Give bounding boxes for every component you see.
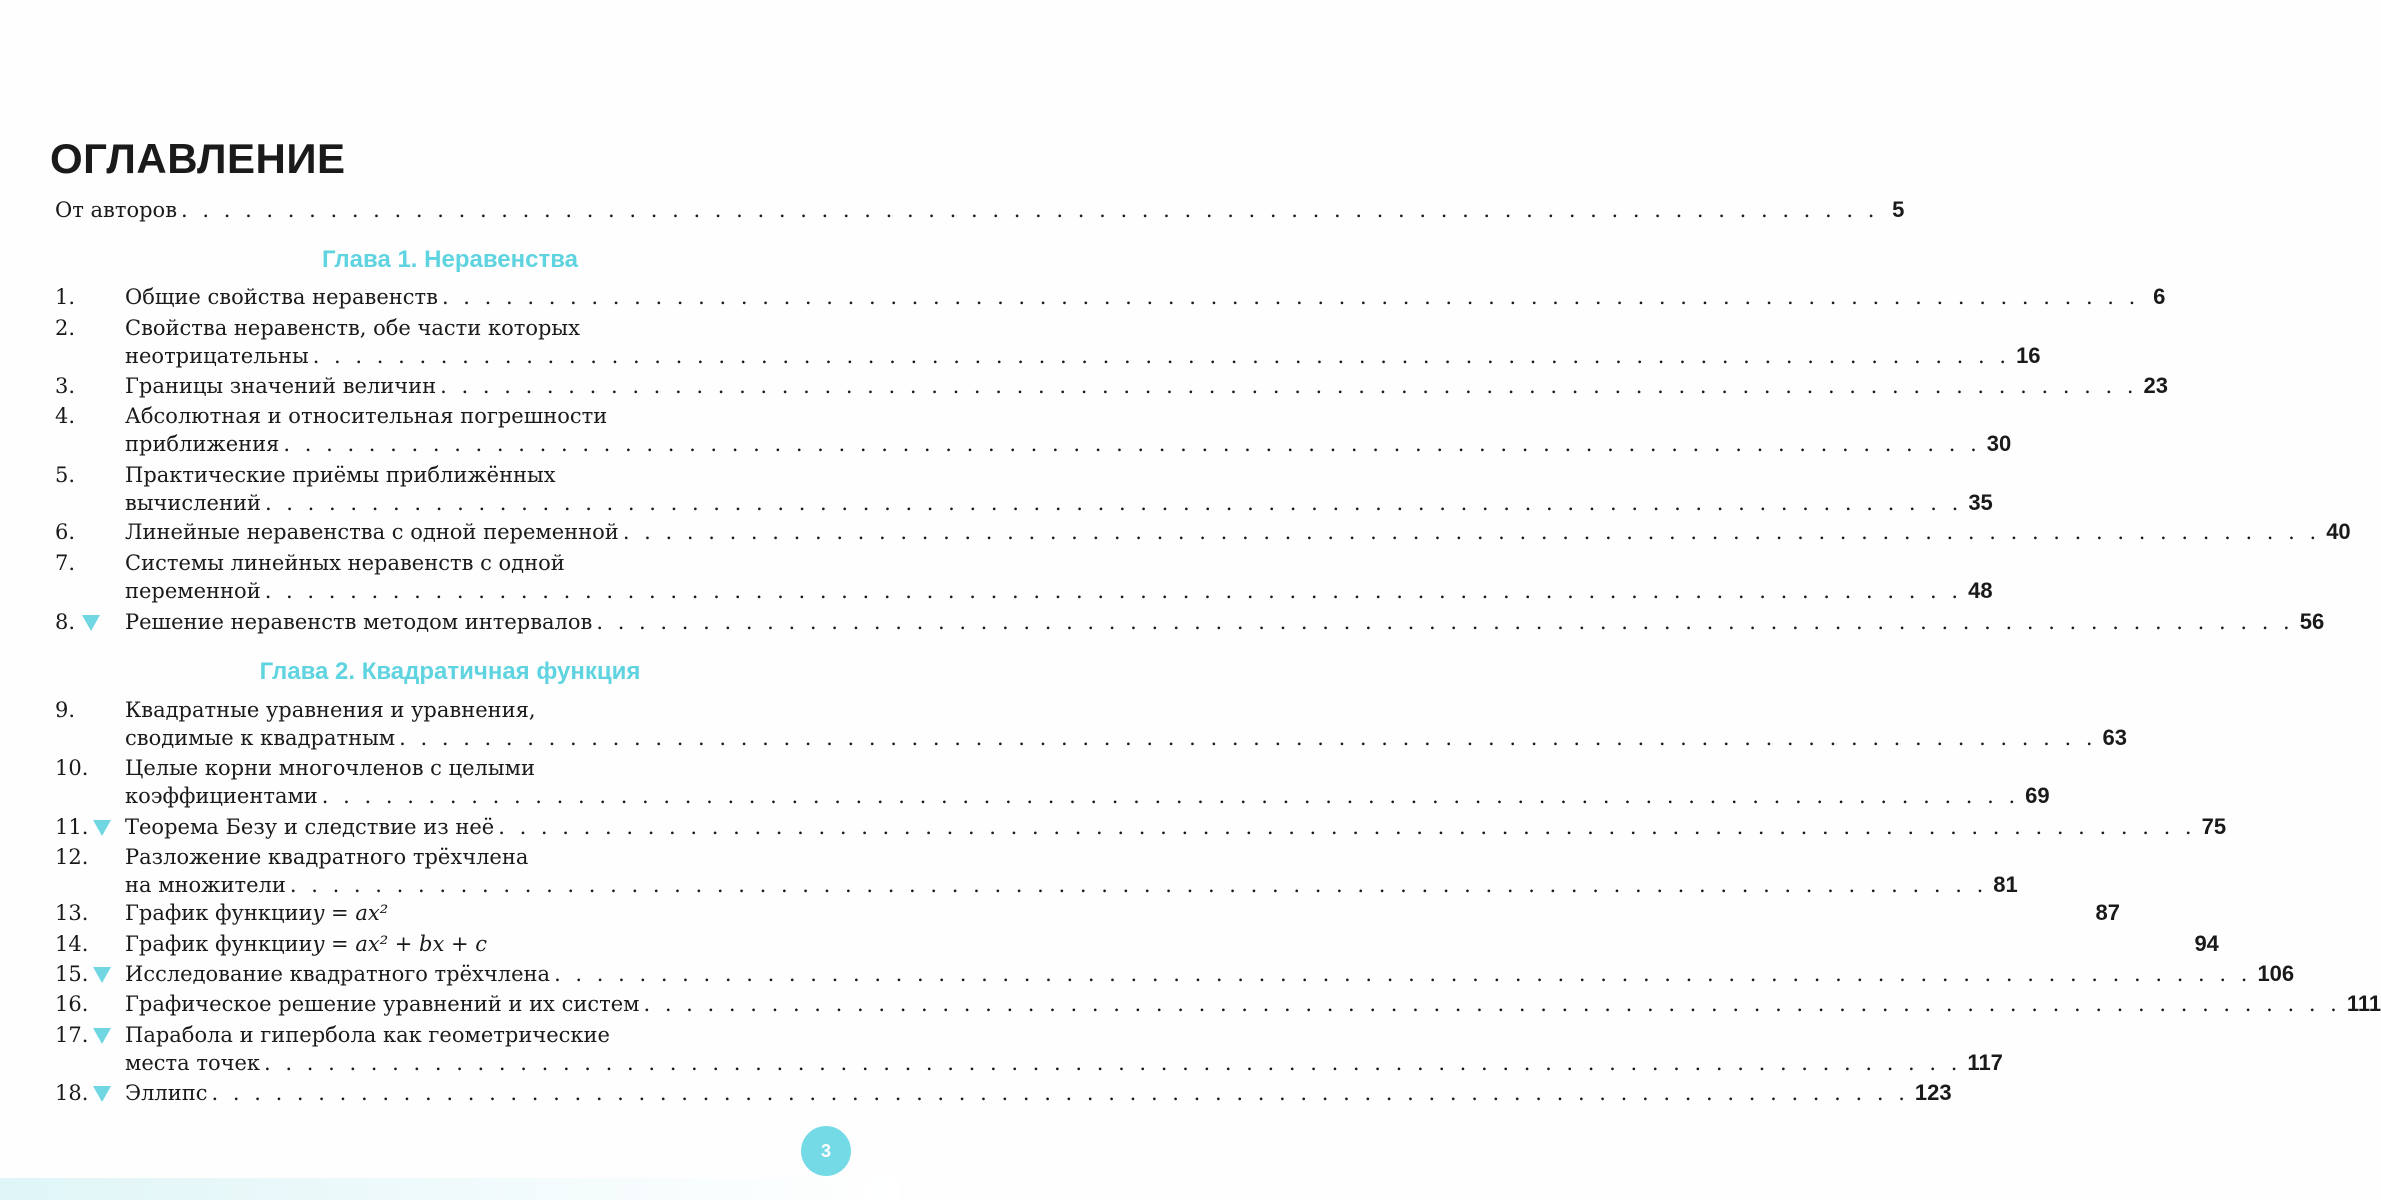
entry-number: 8. <box>55 610 76 634</box>
entry-page-number: 40 <box>2326 519 2351 544</box>
entry-page-number: 35 <box>1968 490 1993 515</box>
entry-number: 5. <box>55 463 76 487</box>
dot-leader: . . . . . . . . . . . . . . . . . . . . . . . . . . . . . . . . . . . . . . . . . . . . . . . . . . . . . . . . . . . . . . . . . . . . . . . . . . . . . . . . <box>211 1081 1909 1105</box>
entry-title: Исследование квадратного трёхчлена <box>125 962 551 986</box>
page-number-badge: 3 <box>801 1126 851 1176</box>
entry-title: Квадратные уравнения и уравнения, <box>125 698 536 722</box>
entry-page-number: 87 <box>2095 900 2120 925</box>
toc-entry[interactable] <box>55 577 1993 605</box>
toc-entry[interactable] <box>55 871 2018 899</box>
toc-entry[interactable] <box>55 489 1993 517</box>
entry-page-number: 23 <box>2143 373 2169 398</box>
entry-title: Графическое решение уравнений и их систем <box>125 992 640 1016</box>
entry-title: Практические приёмы приближённых <box>125 463 556 487</box>
entry-page-number: 106 <box>2257 961 2295 986</box>
dot-leader: . . . . . . . . . . . . . . . . . . . . . . . . . . . . . . . . . . . . . . . . . . . . . . . . . . . . . . . . . . . . . . . . . . . . . . . . . . . . . . . . <box>643 992 2341 1016</box>
advanced-topic-triangle-icon <box>93 967 111 983</box>
chapter-heading: Глава 2. Квадратичная функция <box>259 658 641 685</box>
toc-entry[interactable] <box>55 899 2120 927</box>
toc-entry[interactable] <box>55 608 2325 636</box>
dot-leader: . . . . . . . . . . . . . . . . . . . . . . . . . . . . . . . . . . . . . . . . . . . . . . . . . . . . . . . . . . . . . . . . . . . . . . . . . . . . . . . . <box>441 285 2140 309</box>
entry-title: Решение неравенств методом интервалов <box>125 610 593 634</box>
dot-leader: . . . . . . . . . . . . . . . . . . . . . . . . . . . . . . . . . . . . . . . . . . . . . . . . . . . . . . . . . . . . . . . . . . . . . . . . . . . . . . . . <box>283 432 1981 456</box>
entry-title: переменной <box>125 579 261 603</box>
entry-page-number: 6 <box>2153 284 2166 309</box>
toc-entry[interactable] <box>55 782 2050 810</box>
entry-title: Абсолютная и относительная погрешности <box>125 404 608 428</box>
toc-entry[interactable] <box>55 518 2351 546</box>
toc-entry[interactable] <box>55 754 850 782</box>
entry-title: Границы значений величин <box>125 374 437 398</box>
entry-number: 17. <box>55 1023 89 1047</box>
dot-leader: . . . . . . . . . . . . . . . . . . . . . . . . . . . . . . . . . . . . . . . . . . . . . . . . . . . . . . . . . . . . . . . . . . . . . . . . . . . . . . . . <box>289 873 1988 897</box>
toc-entry[interactable] <box>55 930 2219 958</box>
entry-page-number: 94 <box>2194 931 2219 956</box>
entry-number: 15. <box>55 962 89 986</box>
toc-entry[interactable] <box>55 843 850 871</box>
entry-number: 1. <box>55 285 76 309</box>
toc-entry[interactable] <box>55 549 850 577</box>
entry-title: Целые корни многочленов с целыми <box>125 756 535 780</box>
toc-entry[interactable] <box>55 402 850 430</box>
entry-title: коэффициентами <box>125 784 318 808</box>
bottom-strip <box>0 1178 900 1200</box>
dot-leader: . . . . . . . . . . . . . . . . . . . . . . . . . . . . . . . . . . . . . . . . . . . . . . . . . . . . . . . . . . . . . . . . . . . . . . . . . . . . . . . . <box>440 374 2138 398</box>
entry-page-number: 30 <box>1986 431 2012 456</box>
entry-page-number: 63 <box>2102 725 2127 750</box>
entry-page-number: 16 <box>2016 343 2041 368</box>
toc-entry[interactable] <box>55 461 850 489</box>
entry-title: Свойства неравенств, обе части которых <box>125 316 580 340</box>
toc-entry[interactable] <box>55 283 2166 311</box>
entry-number: 14. <box>55 932 89 956</box>
toc-entry[interactable] <box>55 430 2012 458</box>
dot-leader: . . . . . . . . . . . . . . . . . . . . . . . . . . . . . . . . . . . . . . . . . . . . . . . . . . . . . . . . . . . . . . . . . . . . . . . . . . . . . . . . <box>264 579 1963 603</box>
entry-page-number: 81 <box>1993 872 2018 897</box>
entry-title: на множители <box>125 873 286 897</box>
entry-page-number: 75 <box>2201 814 2227 839</box>
dot-leader: . . . . . . . . . . . . . . . . . . . . . . . . . . . . . . . . . . . . . . . . . . . . . . . . . . . . . . . . . . . . . . . . . . . . . . . . . . . . . . . . <box>399 726 2097 750</box>
entry-title: Общие свойства неравенств <box>125 285 438 309</box>
advanced-topic-triangle-icon <box>93 1028 111 1044</box>
entry-number: 11. <box>55 815 89 839</box>
entry-title: Парабола и гипербола как геометрические <box>125 1023 610 1047</box>
toc-entry[interactable] <box>55 960 2295 988</box>
entry-title: График функции <box>125 901 313 925</box>
entry-page-number: 123 <box>1914 1080 1952 1105</box>
entry-number: 13. <box>55 901 89 925</box>
entry-title: От авторов <box>55 198 178 222</box>
toc-entry[interactable] <box>55 1021 850 1049</box>
entry-number: 4. <box>55 404 76 428</box>
advanced-topic-triangle-icon <box>93 1086 111 1102</box>
entry-number: 10. <box>55 756 89 780</box>
dot-leader: . . . . . . . . . . . . . . . . . . . . . . . . . . . . . . . . . . . . . . . . . . . . . . . . . . . . . . . . . . . . . . . . . . . . . . . . . . . . . . . . <box>321 784 2020 808</box>
chapter-heading: Глава 1. Неравенства <box>322 246 578 273</box>
dot-leader: . . . . . . . . . . . . . . . . . . . . . . . . . . . . . . . . . . . . . . . . . . . . . . . . . . . . . . . . . . . . . . . . . . . . . . . . . . . . . . . . <box>312 344 2011 368</box>
advanced-topic-triangle-icon <box>82 615 100 631</box>
entry-title: Разложение квадратного трёхчлена <box>125 845 529 869</box>
dot-leader: . . . . . . . . . . . . . . . . . . . . . . . . . . . . . . . . . . . . . . . . . . . . . . . . . . . . . . . . . . . . . . . . . . . . . . . . . . . . . . . . <box>596 610 2294 634</box>
dot-leader: . . . . . . . . . . . . . . . . . . . . . . . . . . . . . . . . . . . . . . . . . . . . . . . . . . . . . . . . . . . . . . . . . . . . . . . . . . . . . . . . <box>264 1051 1962 1075</box>
dot-leader: . . . . . . . . . . . . . . . . . . . . . . . . . . . . . . . . . . . . . . . . . . . . . . . . . . . . . . . . . . . . . . . . . . . . . . . . . . . . . . . . <box>498 815 2196 839</box>
dot-leader: . . . . . . . . . . . . . . . . . . . . . . . . . . . . . . . . . . . . . . . . . . . . . . . . . . . . . . . . . . . . . . . . . . . . . . . . . . . . . . . . <box>181 198 1879 222</box>
entry-title: Эллипс <box>125 1081 208 1105</box>
toc-entry[interactable] <box>55 696 850 724</box>
toc-entry[interactable] <box>55 196 1905 224</box>
entry-number: 3. <box>55 374 76 398</box>
entry-page-number: 117 <box>1967 1050 2003 1075</box>
page-title: ОГЛАВЛЕНИЕ <box>50 135 346 182</box>
entry-title: места точек <box>125 1051 261 1075</box>
entry-number: 7. <box>55 551 76 575</box>
toc-entry[interactable] <box>55 372 2169 400</box>
entry-title: Теорема Безу и следствие из неё <box>125 815 495 839</box>
entry-page-number: 56 <box>2299 609 2325 634</box>
entry-title: Линейные неравенства с одной переменной <box>125 520 619 544</box>
toc-entry[interactable] <box>55 342 2041 370</box>
dot-leader: . . . . . . . . . . . . . . . . . . . . . . . . . . . . . . . . . . . . . . . . . . . . . . . . . . . . . . . . . . . . . . . . . . . . . . . . . . . . . . . . <box>264 491 1963 515</box>
entry-number: 12. <box>55 845 89 869</box>
toc-entry[interactable] <box>55 314 850 342</box>
entry-title: приближения <box>125 432 280 456</box>
entry-number: 16. <box>55 992 89 1016</box>
dot-leader: . . . . . . . . . . . . . . . . . . . . . . . . . . . . . . . . . . . . . . . . . . . . . . . . . . . . . . . . . . . . . . . . . . . . . . . . . . . . . . . . <box>554 962 2252 986</box>
entry-number: 18. <box>55 1081 89 1105</box>
entry-title: График функции <box>125 932 313 956</box>
toc-entry[interactable] <box>55 1049 2003 1077</box>
entry-page-number: 69 <box>2025 783 2050 808</box>
toc-entry[interactable] <box>55 724 2127 752</box>
toc-entry[interactable] <box>55 1079 1952 1107</box>
entry-title: сводимые к квадратным <box>125 726 396 750</box>
entry-number: 6. <box>55 520 76 544</box>
entry-page-number: 5 <box>1892 197 1905 222</box>
dot-leader: . . . . . . . . . . . . . . . . . . . . . . . . . . . . . . . . . . . . . . . . . . . . . . . . . . . . . . . . . . . . . . . . . . . . . . . . . . . . . . . . <box>622 520 2321 544</box>
entry-page-number: 111 <box>2346 991 2381 1016</box>
toc-entry[interactable] <box>55 990 2381 1018</box>
entry-title: вычислений <box>125 491 261 515</box>
entry-number: 2. <box>55 316 76 340</box>
entry-formula: y = ax² + bx + c <box>312 932 488 956</box>
entry-page-number: 48 <box>1968 578 1993 603</box>
toc-entry[interactable] <box>55 813 2227 841</box>
entry-number: 9. <box>55 698 76 722</box>
advanced-topic-triangle-icon <box>93 820 111 836</box>
entry-formula: y = ax² <box>312 901 389 925</box>
entry-title: неотрицательны <box>125 344 309 368</box>
entry-title: Системы линейных неравенств с одной <box>125 551 565 575</box>
